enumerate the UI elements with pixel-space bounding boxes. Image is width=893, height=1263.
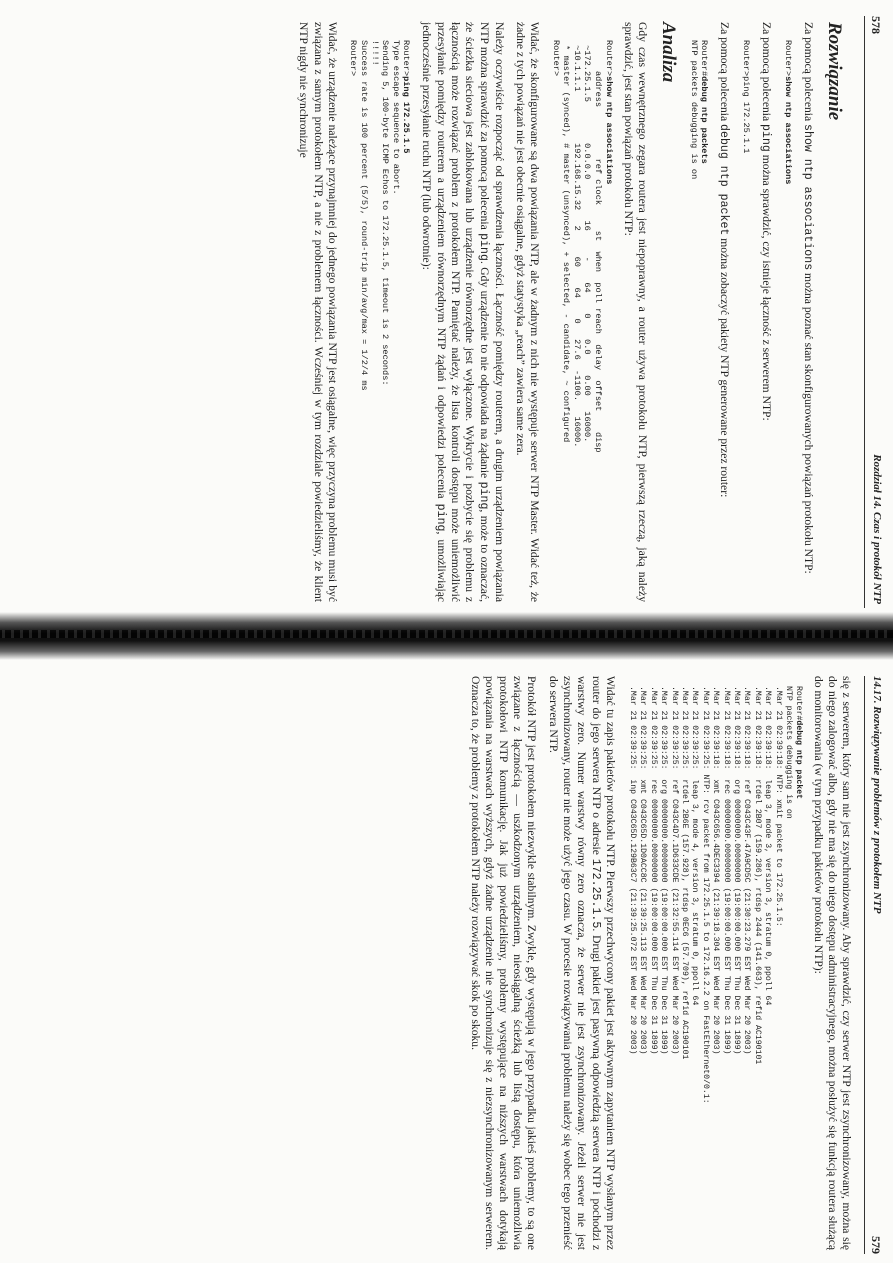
- book-gutter-shadow: [0, 612, 893, 660]
- paragraph: Widać tu zapis pakietów protokołu NTP. Pierwszy przechwycony pakiet jest aktywnym zapytaniem NTP wysłanym przez router do jego serwera NTP o adresie 172.25.1.5. Drugi pakiet jest pasywną odpowiedzią serwera NTP i pochodzi z warstwy zero. Numer warstwy równy zero oznacza, że serwer nie jest zsynchronizowany. Jeżeli serwer nie jest zsynchronizowany, router nie może użyć jego czasu. W procesie rozwiązywania problemu należy się wobec tego przenieść do serwera NTP.: [546, 676, 618, 1251]
- running-head-left: Rozdział 14. Czas i protokół NTP: [871, 454, 883, 604]
- heading-analysis: Analiza: [658, 22, 680, 83]
- page-number-left: 578: [869, 16, 883, 34]
- paragraph: Protokół NTP jest protokołem niezwykle stabilnym. Zwykle, gdy występują w jego przypadku jakieś problemy, to są one związane z łącznością — uszkodzonym urządzeniem, nieosiągalną ścieżką lub listą dostępu, która uniemożliwia protokołowi NTP komunikację. Jak już powiedzieliśmy, problemy występujące na niższych warstwach dotykają powiązania na warstwach wyższych, gdyż żadne urządzenie nie synchronizuje się z niezsynchronizowanym serwerem. Oznacza to, że problemy z protokołem NTP należy rozwiązywać skok po skoku.: [468, 676, 539, 1250]
- left-page-content: [289, 22, 853, 602]
- paragraph: Za pomocą polecenia debug ntp packet można zobaczyć pakiety NTP generowane przez router:: [717, 22, 732, 498]
- right-page: [0, 662, 893, 1262]
- header-rule: [864, 676, 865, 1254]
- header-rule: [864, 16, 865, 608]
- paragraph: Widać, że skonfigurowane są dwa powiązania NTP, ale w żadnym z nich nie występuje serwer NTP Master. Widać też, że żadne z tych powiązań nie jest obecnie osiągalne, gdyż statystyka „reach” zawiera same zera.: [513, 22, 542, 602]
- page-number-right: 579: [869, 1236, 883, 1254]
- paragraph: Należy oczywiście rozpocząć od sprawdzenia łączności. Łączność pomiędzy routerem, a drugim urządzeniem powiązania NTP można sprawdzić za pomocą polecenia ping. Gdy urządzenie to nie odpowiada na żądanie ping, może to oznaczać, że ścieżka sieciowa jest zablokowana lub urządzenie równorzędne jest wyłączone. Wykrycie i pozbycie się problemu z łącznością może rozwiązać problem z protokołem NTP. Pamiętać należy, że lista kontroli dostępu może uniemożliwić przesyłanie pomiędzy routerem a urządzeniem równorzędnym NTP żądań i odpowiedzi polecenia ping, umożliwiając jednocześnie przesyłanie ruchu NTP (lub odwrotnie):: [419, 22, 506, 602]
- paragraph: Gdy czas wewnętrznego zegara routera jest niepoprawny, a router używa protokołu NTP, pierwszą rzeczą, jaką należy sprawdzić, jest stan powiązań protokołu NTP:: [621, 22, 650, 602]
- code-block: Router>show ntp associations: [782, 40, 793, 185]
- code-block: Router>ping 172.25.1.5 Type escape sequence to abort. Sending 5, 100-byte ICMP Echos to 172.25.1.5, timeout is 2 seconds: !!!!! Success rate is 100 percent (5/5), round-trip min/avg/max = 1/2/4 ms Router>: [348, 40, 412, 391]
- paragraph: Za pomocą polecenia show ntp associations można poznać stan skonfigurowanych powiązań protokołu NTP:: [801, 22, 815, 574]
- paragraph: Za pomocą polecenia ping można sprawdzić, czy istnieje łączność z serwerem NTP:: [759, 22, 774, 421]
- paragraph: Widać, że urządzenie należące przynajmniej do jednego powiązania NTP jest osiągalne, więc przyczyna problemu musi być związana z samym protokołem NTP, a nie z problemem łączności. Wcześniej w tym rozdziale powiedzieliśmy, że klient NTP nigdy nie synchronizuje: [297, 22, 339, 602]
- heading-solution: Rozwiązanie: [824, 22, 845, 121]
- right-page-content: [460, 676, 853, 1250]
- left-page: [0, 10, 893, 610]
- paragraph: się z serwerem, który sam nie jest zsynchronizowany. Aby sprawdzić, czy serwer NTP jest zsynchronizowany, można się do niego zalogować albo, gdy nie ma się do niego dostępu administracyjnego, można posłużyć się funkcją routera służącą do monitorowania (w tym przypadku pakietów protokołu NTP):: [811, 676, 853, 1250]
- code-block: Router#debug ntp packets NTP packets debugging is on: [688, 40, 710, 180]
- running-head-right: 14.17. Rozwiązywanie problemów z protokołem NTP: [871, 676, 883, 914]
- code-block: Router>show ntp associations address ref clock st when poll reach delay offset disp ~172.25.1.5 0.0.0.0 16 - 64 0 0.0 0.00 16000. ~10.1.1.1 192.168.15.32 2 60 64 0 27.6 -1100. 16000. * master (synced), # master (unsynced), + selected, - candidate, ~ configured Router>: [550, 40, 614, 453]
- code-block: Router>ping 172.25.1.1: [741, 40, 751, 154]
- code-block: Router#debug ntp packet NTP packets debugging is on .Mar 21 02:39:18: NTP: xmit packet to 172.25.1.5: .Mar 21 02:39:18: leap 3, mode 3, version 3, stratum 0, ppoll 64 .Mar 21 02:39:18: rtdel 2B07 (159.286), rtdsp 2444 (141.663), refid AC190101 .Mar 21 02:39:18: ref C043C43F.47A9CD5C (21:30:23.279 EST Wed Mar 20 2003) .Mar 21 02:39:18: org 00000000.00000000 (19:00:00.000 EST Thu Dec 31 1899) .Mar 21 02:39:18: rec 00000000.00000000 (19:00:00.000 EST Thu Dec 31 1899) .Mar 21 02:39:18: xmt C043C656.4DEC3394 (21:39:18.304 EST Wed Mar 20 2003) .Mar 21 02:39:25: NTP: rcv packet from 172.25.1.5 to 172.16.2.2 on FastEthernet0/0.1: .Mar 21 02:39:25: leap 3, mode 4, version 3, stratum 0, ppoll 64 .Mar 21 02:39:25: rtdel 2B6E (157.928), rtdsp 0EC6 (57.709), refid AC190101 .Mar 21 02:39:25: ref C043C4D7.1D633CDE (21:32:55.114 EST Wed Mar 20 2003) .Mar 21 02:39:25: org 00000000.00000000 (19:00:00.000 EST Thu Dec 31 1899) .Mar 21 02:39:25: rec 00000000.00000000 (19:00:00.000 EST Thu Dec 31 1899) .Mar 21 02:39:25: xmt C043C65D.1D0ACC8C (21:39:25.113 EST Wed Mar 20 2003) .Mar 21 02:39:25: inp C043C65D.129B63C7 (21:39:25.072 EST Wed Mar 20 2003): [627, 686, 804, 1104]
